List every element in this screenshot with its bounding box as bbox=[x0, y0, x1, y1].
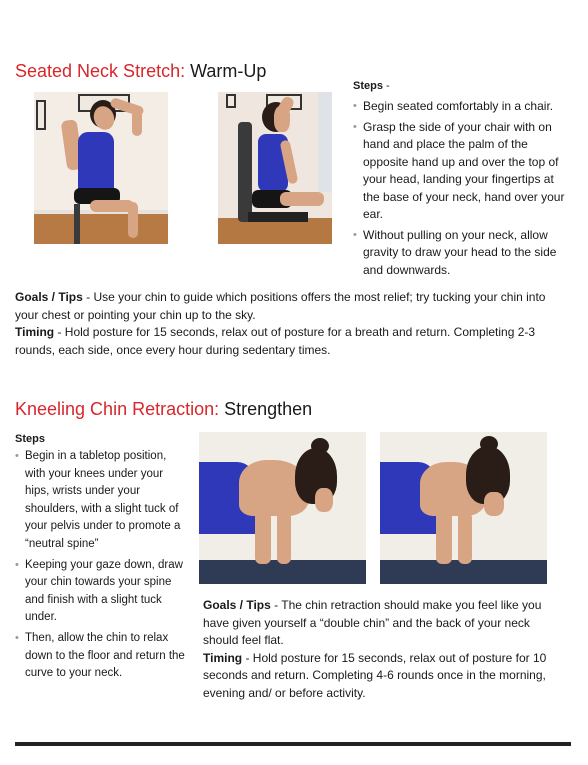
footer-divider bbox=[15, 742, 571, 746]
section2-steps bbox=[15, 433, 187, 686]
section2-timing-label: Timing bbox=[203, 650, 243, 665]
section2-timing bbox=[203, 650, 555, 703]
section1-title-red: Seated Neck Stretch: bbox=[15, 61, 186, 81]
section1-goals bbox=[15, 289, 571, 324]
section2-notes bbox=[203, 597, 555, 702]
list-item: • Grasp the side of your chair with on hand and place the palm of the opposite hand up and over the top of your head, landing your fingertips at the base of your neck, hand over your ear. bbox=[353, 119, 569, 224]
section1-timing bbox=[15, 324, 571, 359]
list-item: • Begin in a tabletop position, with your knees under your hips, wrists under your shoulders, with a slight tuck of your pelvis under to promote a “neutral spine” bbox=[15, 448, 187, 554]
section2-timing-text: - Hold posture for 15 seconds, relax out of posture for 10 seconds and return. Completing 4-6 rounds once in the morning, evening and/ or before activity. bbox=[203, 650, 547, 700]
section2-title bbox=[15, 399, 312, 420]
section2-title-black: Strengthen bbox=[219, 399, 313, 419]
section2-title-red: Kneeling Chin Retraction: bbox=[15, 399, 220, 419]
section1-steps-list bbox=[353, 98, 569, 279]
section2-steps-heading: Steps bbox=[15, 433, 45, 445]
section1-timing-text: - Hold posture for 15 seconds, relax out of posture for a breath and return. Completing 2-3 rounds, each side, once every hour during sedentary times. bbox=[15, 325, 536, 357]
list-item: • Without pulling on your neck, allow gravity to draw your head to the side and downwards. bbox=[353, 227, 569, 280]
section2-steps-list bbox=[15, 448, 187, 683]
section1-notes bbox=[15, 289, 571, 359]
section2-goals-text: - The chin retraction should make you feel like you have given yourself a “double chin” and the back of your neck should feel flat. bbox=[203, 598, 542, 647]
section1-goals-text: - Use your chin to guide which positions offers the most relief; try tucking your chin into your chest or pointing your chin up to the sky. bbox=[15, 290, 546, 322]
section1-title-black: Warm-Up bbox=[185, 61, 267, 81]
section1-steps-suffix: - bbox=[382, 80, 390, 92]
section1-title bbox=[15, 61, 266, 82]
list-item: • Keeping your gaze down, draw your chin towards your spine and finish with a slight tuck under. bbox=[15, 557, 187, 627]
kneeling-chin-retraction-photo-start bbox=[199, 432, 366, 584]
kneeling-chin-retraction-photo-tucked bbox=[380, 432, 547, 584]
seated-neck-stretch-photo-front bbox=[34, 92, 168, 244]
section2-goals bbox=[203, 597, 555, 650]
seated-neck-stretch-photo-side bbox=[218, 92, 332, 244]
section1-steps bbox=[353, 80, 569, 282]
section1-steps-heading bbox=[353, 80, 569, 92]
list-item: • Begin seated comfortably in a chair. bbox=[353, 98, 569, 116]
section1-timing-label: Timing bbox=[15, 325, 55, 339]
section1-goals-label: Goals / Tips bbox=[15, 290, 83, 304]
list-item: • Then, allow the chin to relax down to the floor and return the curve to your neck. bbox=[15, 630, 187, 683]
section2-goals-label: Goals / Tips bbox=[203, 598, 271, 612]
section1-steps-label: Steps bbox=[353, 80, 383, 92]
